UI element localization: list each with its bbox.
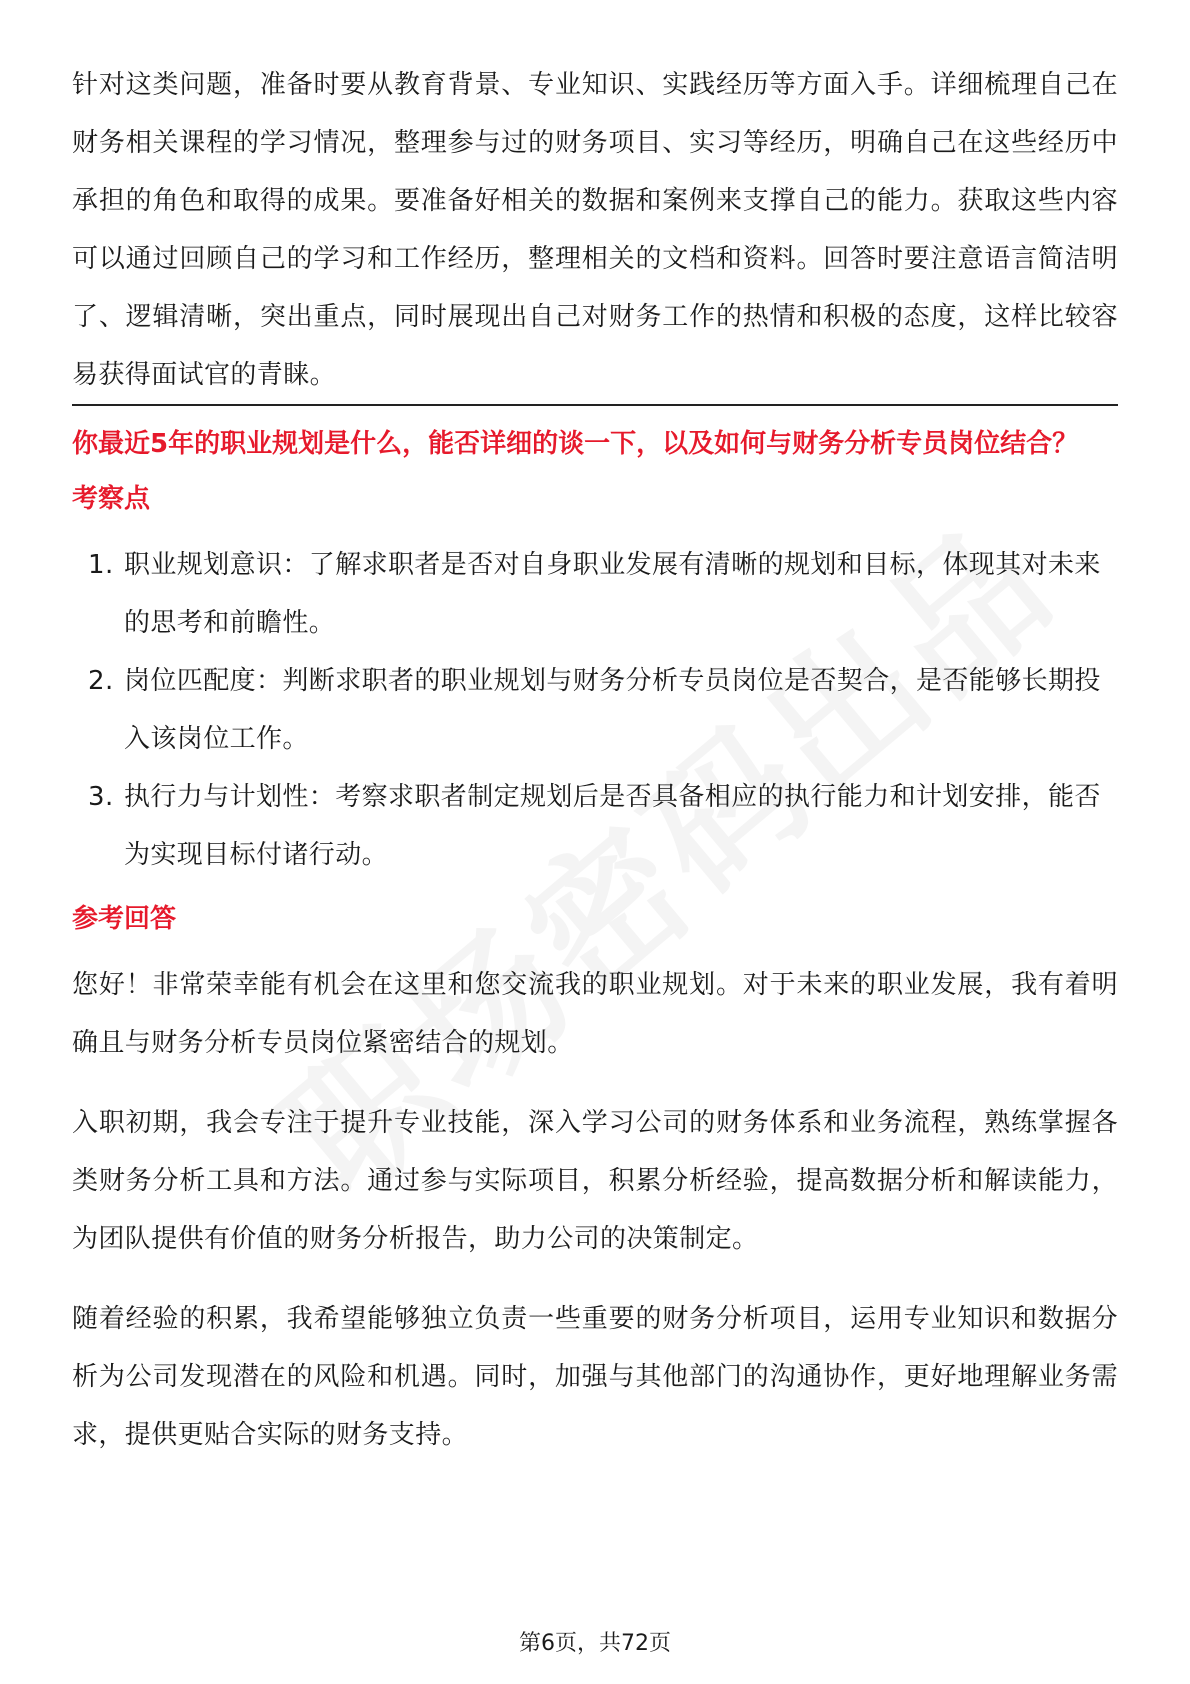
reference-answer-title: 参考回答 [72,904,177,934]
list-item [72,652,1118,768]
examination-points-list [72,536,1118,884]
list-item [72,768,1118,884]
intro-paragraph: 针对这类问题，准备时要从教育背景、专业知识、实践经历等方面入手。详细梳理自己在财务相关课程的学习情况，整理参与过的财务项目、实习等经历，明确自己在这些经历中承担的角色和取得的成果。要准备好相关的数据和案例来支撑自己的能力。获取这些内容可以通过回顾自己的学习和工作经历，整理相关的文档和资料。回答时要注意语言简洁明了、逻辑清晰，突出重点，同时展现出自己对财务工作的热情和积极的态度，这样比较容易获得面试官的青睐。 [72,70,1118,390]
paragraph-gap [72,1268,1118,1290]
list-number: 2. [88,666,114,696]
section-divider [72,404,1118,406]
page-content [72,56,1118,1464]
examination-title: 考察点 [72,484,151,514]
list-number: 3. [88,782,114,812]
list-item-text: 岗位匹配度：判断求职者的职业规划与财务分析专员岗位是否契合，是否能够长期投入该岗位工作。 [124,666,1101,754]
list-item-text: 职业规划意识：了解求职者是否对自身职业发展有清晰的规划和目标，体现其对未来的思考和前瞻性。 [124,550,1101,638]
page-number-footer: 第6页，共72页 [519,1631,671,1656]
answer-paragraph: 入职初期，我会专注于提升专业技能，深入学习公司的财务体系和业务流程，熟练掌握各类财务分析工具和方法。通过参与实际项目，积累分析经验，提高数据分析和解读能力，为团队提供有价值的财务分析报告，助力公司的决策制定。 [72,1108,1118,1254]
answer-paragraph: 您好！非常荣幸能有机会在这里和您交流我的职业规划。对于未来的职业发展，我有着明确且与财务分析专员岗位紧密结合的规划。 [72,970,1118,1058]
list-item-text: 执行力与计划性：考察求职者制定规划后是否具备相应的执行能力和计划安排，能否为实现目标付诸行动。 [124,782,1101,870]
list-item [72,536,1118,652]
answer-paragraph: 随着经验的积累，我希望能够独立负责一些重要的财务分析项目，运用专业知识和数据分析为公司发现潜在的风险和机遇。同时，加强与其他部门的沟通协作，更好地理解业务需求，提供更贴合实际的财务支持。 [72,1304,1118,1450]
question-heading: 你最近5年的职业规划是什么，能否详细的谈一下，以及如何与财务分析专员岗位结合？ [72,429,1079,459]
paragraph-gap [72,1072,1118,1094]
list-number: 1. [88,550,114,580]
